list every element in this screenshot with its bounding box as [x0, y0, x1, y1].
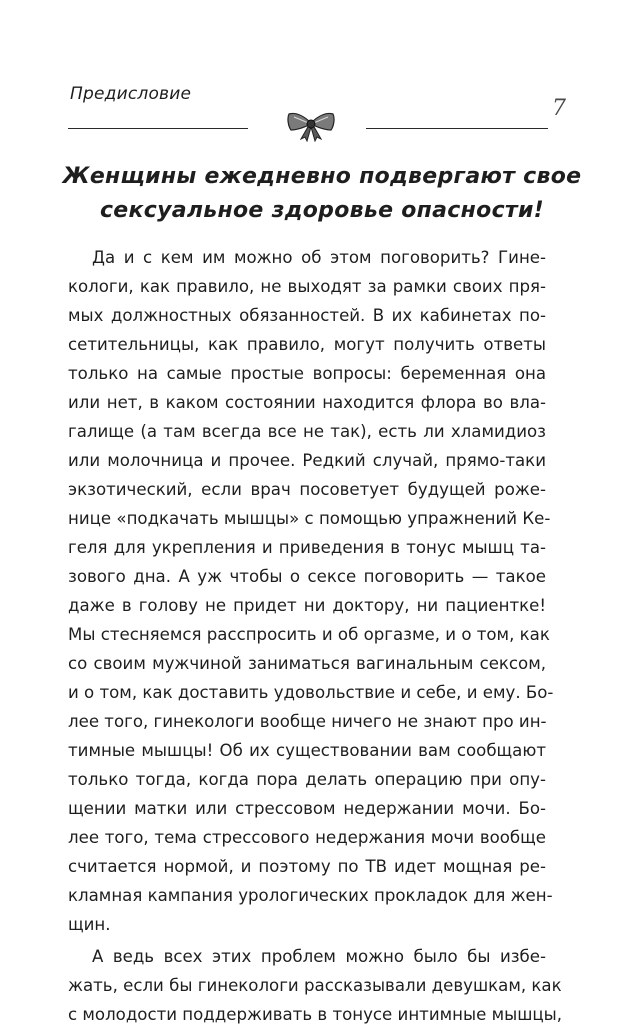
paragraph-1-line: тимные мышцы! Об их существовании вам сообщают [68, 741, 546, 760]
paragraph-1-line: мых должностных обязанностей. В их кабинетах по- [68, 306, 546, 325]
paragraph-2-line: с молодости поддерживать в тонусе интимные мышцы, [68, 1005, 563, 1024]
header-rule-right [366, 128, 548, 129]
paragraph-1-line: только на самые простые вопросы: беременная она [68, 364, 546, 383]
paragraph-1-line: Да и с кем им можно об этом поговорить? Гине- [92, 248, 546, 267]
chapter-title-line-1: Женщины ежедневно подвергают свое [62, 164, 582, 189]
paragraph-1-line: даже в голову не придет ни доктору, ни пациентке! [68, 596, 546, 615]
running-head: Предисловие [70, 84, 192, 104]
paragraph-1-line: щин. [68, 915, 111, 934]
header-rule-left [68, 128, 248, 129]
paragraph-1-line: кламная кампания урологических прокладок для жен- [68, 886, 553, 905]
paragraph-1-line: геля для укрепления и приведения в тонус мышц та- [68, 538, 546, 557]
paragraph-1-line: экзотический, если врач посоветует будущей роже- [68, 480, 546, 499]
paragraph-1-line: лее того, тема стрессового недержания мочи вообще [68, 828, 546, 847]
paragraph-1-line: кологи, как правило, не выходят за рамки своих пря- [68, 277, 546, 296]
paragraph-1-line: щении матки или стрессовом недержании мочи. Бо- [68, 799, 546, 818]
paragraph-1-line: галище (а там всегда все не так), есть ли хламидиоз [68, 422, 546, 441]
paragraph-1-line: только тогда, когда пора делать операцию при опу- [68, 770, 546, 789]
paragraph-1-line: со своим мужчиной заниматься вагинальным сексом, [68, 654, 546, 673]
paragraph-2-line: жать, если бы гинекологи рассказывали девушкам, как [68, 976, 562, 995]
paragraph-2-line: А ведь всех этих проблем можно было бы избе- [92, 947, 546, 966]
paragraph-1-line: или молочница и прочее. Редкий случай, прямо-таки [68, 451, 546, 470]
body-text [68, 243, 563, 1029]
paragraph-1-line: зового дна. А уж чтобы о сексе поговорить — такое [68, 567, 546, 586]
paragraph-1-line: Мы стесняемся расспросить и об оргазме, и о том, как [68, 625, 550, 644]
chapter-title-line-2: сексуальное здоровье опасности! [99, 198, 545, 223]
chapter-title [40, 160, 604, 228]
paragraph-1-line: считается нормой, и поэтому по ТВ идет мощная ре- [68, 857, 546, 876]
bow-ornament-icon [286, 106, 336, 142]
paragraph-1-line: или нет, в каком состоянии находится флора во вла- [68, 393, 546, 412]
page-number: 7 [552, 96, 566, 121]
paragraph-1-line: и о том, как доставить удовольствие и себе, и ему. Бо- [68, 683, 554, 702]
paragraph-1-line: сетительницы, как правило, могут получить ответы [68, 335, 546, 354]
paragraph-1-line: лее того, гинекологи вообще ничего не знают про ин- [68, 712, 547, 731]
paragraph-1-line: нице «подкачать мышцы» с помощью упражнений Ке- [68, 509, 551, 528]
